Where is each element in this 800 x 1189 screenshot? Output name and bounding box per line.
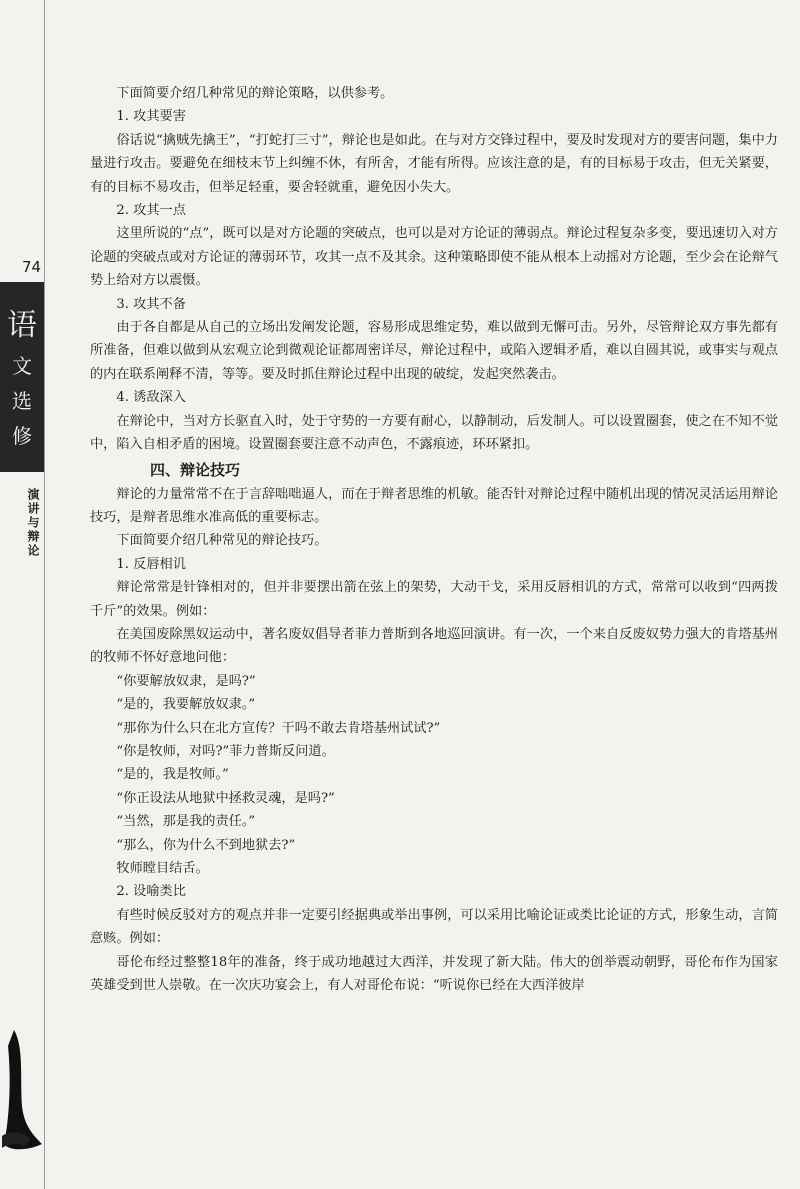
technique-1-story: 在美国废除黑奴运动中，著名废奴倡导者菲力普斯到各地巡回演讲。有一次，一个来自反废奴势力强大的肯塔基州的牧师不怀好意地问他： [90, 626, 778, 666]
strategy-1-text: 俗话说“擒贼先擒王”，“打蛇打三寸”，辩论也是如此。在与对方交锋过程中，要及时发现对方的要害问题，集中力量进行攻击。要避免在细枝末节上纠缠不休，有所舍，才能有所得。应该注意的是，有的目标易于攻击，但无关紧要，有的目标不易攻击，但举足轻重，要舍轻就重，避免因小失大。 [90, 132, 778, 195]
margin-rule [44, 0, 45, 1189]
strategy-3-text: 由于各自都是从自己的立场出发阐发论题，容易形成思维定势，难以做到无懈可击。另外，尽管辩论双方事先都有所准备，但难以做到从宏观立论到微观论证都周密详尽，辩论过程中，或陷入逻辑矛盾，难以自圆其说，或事实与观点的内在联系阐释不清，等等。要及时抓住辩论过程中出现的破绽，发起突然袭击。 [90, 320, 778, 382]
dialogue-line: “那你为什么只在北方宣传？干吗不敢去肯塔基州试试?” [116, 720, 441, 736]
dialogue-line: “是的，我要解放奴隶。” [116, 697, 256, 713]
dialogue-line: “你要解放奴隶，是吗?” [116, 673, 256, 689]
dialogue-line: “那么，你为什么不到地狱去?” [116, 837, 296, 853]
strategy-3-title: 3. 攻其不备 [116, 296, 186, 312]
dialogue-line: “是的，我是牧师。” [116, 767, 229, 783]
side-tab-char-2: 选 [12, 389, 32, 413]
side-tab [0, 282, 44, 472]
technique-2-story: 哥伦布经过整整18年的准备，终于成功地越过大西洋，并发现了新大陆。伟大的创举震动朝野，哥伦布作为国家英雄受到世人崇敬。在一次庆功宴会上，有人对哥伦布说：“听说你已经在大西洋彼岸 [90, 954, 778, 994]
section-heading: 四、辩论技巧 [150, 460, 241, 479]
strategy-2-text: 这里所说的“点”，既可以是对方论题的突破点，也可以是对方论证的薄弱点。辩论过程复杂多变，要迅速切入对方论题的突破点或对方论证的薄弱环节，攻其一点不及其余。这种策略即使不能从根本上动摇对方论题，至少会在论辩气势上给对方以震慑。 [90, 226, 778, 289]
strategy-2-title: 2. 攻其一点 [116, 203, 186, 219]
technique-2-text: 有些时候反驳对方的观点并非一定要引经据典或举出事例，可以采用比喻论证或类比论证的方式，形象生动，言简意赅。例如： [90, 907, 778, 947]
intro-strategies: 下面简要介绍几种常见的辩论策略，以供参考。 [116, 86, 394, 101]
article-body [90, 82, 778, 997]
side-subtitle: 演讲与辩论 [26, 488, 40, 558]
dialogue-line: 牧师瞠目结舌。 [116, 861, 209, 876]
side-tab-char-1: 文 [12, 354, 32, 378]
techniques-intro: 辩论的力量常常不在于言辞咄咄逼人，而在于辩者思维的机敏。能否针对辩论过程中随机出现的情况灵活运用辩论技巧，是辩者思维水准高低的重要标志。 [90, 486, 778, 525]
technique-2-title: 2. 设喻类比 [116, 884, 186, 900]
side-tab-big-char: 语 [7, 308, 37, 343]
page-number: 74 [22, 258, 42, 276]
technique-1-title: 1. 反唇相讥 [116, 556, 186, 572]
strategy-4-text: 在辩论中，当对方长驱直入时，处于守势的一方要有耐心，以静制动，后发制人。可以设置圈套，使之在不知不觉中，陷入自相矛盾的困境。设置圈套要注意不动声色，不露痕迹，环环紧扣。 [90, 413, 778, 453]
side-tab-char-3: 修 [12, 424, 32, 448]
strategy-1-title: 1. 攻其要害 [116, 109, 186, 125]
technique-1-text: 辩论常常是针锋相对的，但并非要摆出箭在弦上的架势，大动干戈，采用反唇相讥的方式，常常可以收到“四两拨千斤”的效果。例如： [90, 580, 778, 619]
dialogue-line: “当然，那是我的责任。” [116, 814, 256, 830]
strategy-4-title: 4. 诱敌深入 [116, 390, 186, 406]
techniques-lead: 下面简要介绍几种常见的辩论技巧。 [116, 533, 328, 549]
brush-stroke-decoration [0, 1026, 44, 1156]
dialogue-line: “你正设法从地狱中拯救灵魂，是吗?” [116, 790, 335, 806]
dialogue-line: “你是牧师，对吗?”菲力普斯反问道。 [116, 743, 335, 759]
